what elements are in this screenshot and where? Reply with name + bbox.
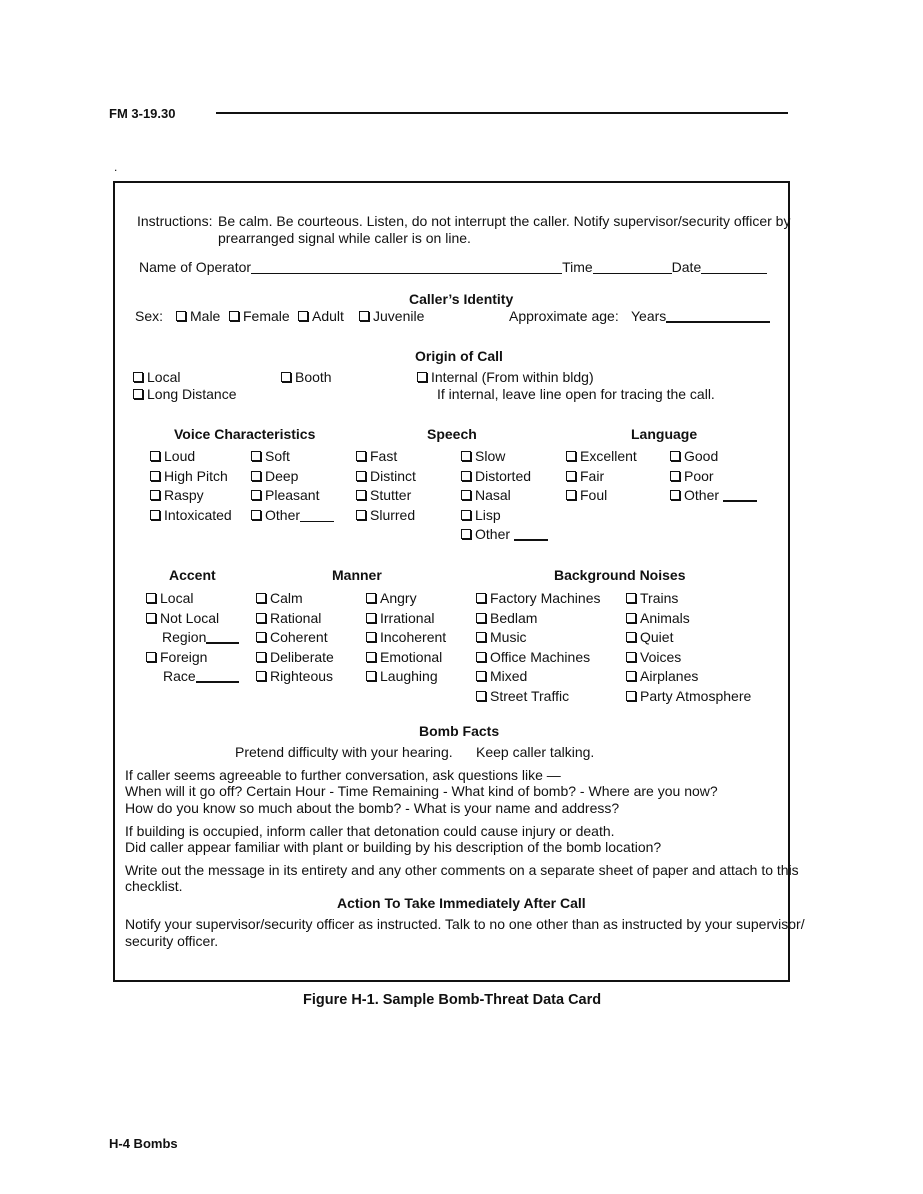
voice-title: Voice Characteristics <box>174 426 316 442</box>
language-other[interactable]: Other <box>670 487 757 503</box>
speech-lisp[interactable]: Lisp <box>461 507 501 523</box>
checkbox-icon[interactable] <box>366 632 376 642</box>
action-line1: Notify your supervisor/security officer as instructed. Talk to no one other than as instructed by your supervisor/ <box>125 916 805 932</box>
manner-righteous[interactable]: Righteous <box>256 668 333 684</box>
age-option-juvenile[interactable]: Juvenile <box>359 308 424 324</box>
accent-region-field[interactable] <box>206 630 239 644</box>
speech-other[interactable]: Other <box>461 526 548 542</box>
checkbox-icon[interactable] <box>566 451 576 461</box>
checkbox-icon[interactable] <box>626 671 636 681</box>
language-title: Language <box>631 426 698 442</box>
bomb-facts-p2-line1: If building is occupied, inform caller that detonation could cause injury or death. <box>125 823 615 839</box>
noise-party-atmosphere[interactable]: Party Atmosphere <box>626 688 751 704</box>
checkbox-icon[interactable] <box>256 593 266 603</box>
voice-other-field[interactable] <box>300 509 334 522</box>
manner-title: Manner <box>332 567 382 583</box>
speech-distinct[interactable]: Distinct <box>356 468 416 484</box>
noise-factory-machines[interactable]: Factory Machines <box>476 590 600 606</box>
checkbox-icon[interactable] <box>359 311 369 321</box>
voice-other[interactable]: Other <box>251 507 334 523</box>
checkbox-icon[interactable] <box>626 691 636 701</box>
language-good[interactable]: Good <box>670 448 718 464</box>
sex-option-female[interactable]: Female <box>229 308 290 324</box>
page-footer: H-4 Bombs <box>109 1136 178 1151</box>
checkbox-icon[interactable] <box>356 451 366 461</box>
checkbox-icon[interactable] <box>256 652 266 662</box>
checkbox-icon[interactable] <box>356 490 366 500</box>
checkbox-icon[interactable] <box>476 671 486 681</box>
accent-not-local[interactable]: Not Local <box>146 610 219 626</box>
checkbox-icon[interactable] <box>356 510 366 520</box>
language-fair[interactable]: Fair <box>566 468 604 484</box>
operator-time-label: Time <box>562 259 593 275</box>
speech-other-field[interactable] <box>514 527 548 541</box>
noise-voices[interactable]: Voices <box>626 649 681 665</box>
noise-street-traffic[interactable]: Street Traffic <box>476 688 569 704</box>
voice-intoxicated[interactable]: Intoxicated <box>150 507 232 523</box>
years-field[interactable] <box>666 309 770 323</box>
checkbox-icon[interactable] <box>461 471 471 481</box>
bomb-facts-p3-line1: Write out the message in its entirety and any other comments on a separate sheet of paper and attach to this <box>125 862 799 878</box>
checkbox-icon[interactable] <box>176 311 186 321</box>
origin-title: Origin of Call <box>415 348 503 364</box>
bomb-facts-p1-line1: If caller seems agreeable to further conversation, ask questions like — <box>125 767 561 783</box>
origin-internal[interactable]: Internal (From within bldg) <box>417 369 594 385</box>
bomb-facts-hearing: Pretend difficulty with your hearing. <box>235 744 453 760</box>
checkbox-icon[interactable] <box>670 490 680 500</box>
noise-animals[interactable]: Animals <box>626 610 690 626</box>
sex-option-male[interactable]: Male <box>176 308 220 324</box>
manner-emotional[interactable]: Emotional <box>366 649 442 665</box>
checkbox-icon[interactable] <box>229 311 239 321</box>
checkbox-icon[interactable] <box>626 632 636 642</box>
accent-foreign[interactable]: Foreign <box>146 649 207 665</box>
speech-slow[interactable]: Slow <box>461 448 505 464</box>
voice-loud[interactable]: Loud <box>150 448 195 464</box>
bomb-facts-p1-line3: How do you know so much about the bomb? - What is your name and address? <box>125 800 620 816</box>
checkbox-icon[interactable] <box>366 671 376 681</box>
language-foul[interactable]: Foul <box>566 487 607 503</box>
checkbox-icon[interactable] <box>150 490 160 500</box>
checkbox-icon[interactable] <box>150 451 160 461</box>
voice-high-pitch[interactable]: High Pitch <box>150 468 228 484</box>
checkbox-icon[interactable] <box>476 613 486 623</box>
origin-local[interactable]: Local <box>133 369 180 385</box>
manner-laughing[interactable]: Laughing <box>366 668 438 684</box>
checkbox-icon[interactable] <box>146 613 156 623</box>
accent-race: Race <box>163 668 239 684</box>
checkbox-icon[interactable] <box>461 451 471 461</box>
approximate-age-label: Approximate age: <box>509 308 619 324</box>
language-excellent[interactable]: Excellent <box>566 448 637 464</box>
action-title: Action To Take Immediately After Call <box>337 895 586 911</box>
accent-local[interactable]: Local <box>146 590 193 606</box>
noise-trains[interactable]: Trains <box>626 590 678 606</box>
checkbox-icon[interactable] <box>366 593 376 603</box>
noise-office-machines[interactable]: Office Machines <box>476 649 590 665</box>
bomb-facts-title: Bomb Facts <box>419 723 500 739</box>
checkbox-icon[interactable] <box>626 613 636 623</box>
checkbox-icon[interactable] <box>281 372 291 382</box>
checkbox-icon[interactable] <box>566 471 576 481</box>
background-title: Background Noises <box>554 567 686 583</box>
language-poor[interactable]: Poor <box>670 468 714 484</box>
checkbox-icon[interactable] <box>133 389 143 399</box>
age-option-adult[interactable]: Adult <box>298 308 344 324</box>
checkbox-icon[interactable] <box>251 471 261 481</box>
bomb-facts-p3-line2: checklist. <box>125 878 183 894</box>
checkbox-icon[interactable] <box>461 510 471 520</box>
stray-dot: . <box>114 160 118 174</box>
manner-deliberate[interactable]: Deliberate <box>256 649 334 665</box>
checkbox-icon[interactable] <box>133 372 143 382</box>
origin-internal-note: If internal, leave line open for tracing the call. <box>437 386 715 402</box>
speech-stutter[interactable]: Stutter <box>356 487 411 503</box>
speech-nasal[interactable]: Nasal <box>461 487 511 503</box>
noise-bedlam[interactable]: Bedlam <box>476 610 537 626</box>
noise-mixed[interactable]: Mixed <box>476 668 527 684</box>
operator-time-field[interactable] <box>593 261 672 274</box>
action-line2: security officer. <box>125 933 219 949</box>
operator-name-field[interactable] <box>251 261 562 274</box>
checkbox-icon[interactable] <box>146 593 156 603</box>
checkbox-icon[interactable] <box>566 490 576 500</box>
manner-rational[interactable]: Rational <box>256 610 321 626</box>
voice-raspy[interactable]: Raspy <box>150 487 204 503</box>
checkbox-icon[interactable] <box>461 529 471 539</box>
speech-distorted[interactable]: Distorted <box>461 468 531 484</box>
operator-date-label: Date <box>671 259 702 275</box>
checkbox-icon[interactable] <box>670 471 680 481</box>
manner-incoherent[interactable]: Incoherent <box>366 629 446 645</box>
voice-soft[interactable]: Soft <box>251 448 290 464</box>
origin-booth[interactable]: Booth <box>281 369 332 385</box>
bomb-facts-p1-line2: When will it go off? Certain Hour - Time Remaining - What kind of bomb? - Where are you now? <box>125 783 718 799</box>
voice-deep[interactable]: Deep <box>251 468 298 484</box>
manner-coherent[interactable]: Coherent <box>256 629 328 645</box>
checkbox-icon[interactable] <box>251 510 261 520</box>
noise-music[interactable]: Music <box>476 629 527 645</box>
noise-airplanes[interactable]: Airplanes <box>626 668 698 684</box>
speech-fast[interactable]: Fast <box>356 448 397 464</box>
language-other-field[interactable] <box>723 488 757 502</box>
operator-row <box>139 259 767 275</box>
instructions-line1: Be calm. Be courteous. Listen, do not interrupt the caller. Notify supervisor/security officer by <box>218 213 791 229</box>
checkbox-icon[interactable] <box>417 372 427 382</box>
checkbox-icon[interactable] <box>670 451 680 461</box>
accent-race-field[interactable] <box>196 669 239 683</box>
origin-long-distance[interactable]: Long Distance <box>133 386 237 402</box>
checkbox-icon[interactable] <box>150 510 160 520</box>
voice-pleasant[interactable]: Pleasant <box>251 487 319 503</box>
checkbox-icon[interactable] <box>256 671 266 681</box>
checkbox-icon[interactable] <box>251 451 261 461</box>
operator-date-field[interactable] <box>701 261 767 274</box>
checkbox-icon[interactable] <box>256 613 266 623</box>
checkbox-icon[interactable] <box>298 311 308 321</box>
checkbox-icon[interactable] <box>476 691 486 701</box>
bomb-threat-card <box>113 181 805 982</box>
checkbox-icon[interactable] <box>626 593 636 603</box>
checkbox-icon[interactable] <box>366 613 376 623</box>
speech-title: Speech <box>427 426 477 442</box>
bomb-facts-p2-line2: Did caller appear familiar with plant or building by his description of the bomb location? <box>125 839 662 855</box>
checkbox-icon[interactable] <box>251 490 261 500</box>
page-header: FM 3-19.30 <box>109 106 176 121</box>
checkbox-icon[interactable] <box>146 652 156 662</box>
manner-angry[interactable]: Angry <box>366 590 417 606</box>
accent-title: Accent <box>169 567 216 583</box>
checkbox-icon[interactable] <box>461 490 471 500</box>
speech-slurred[interactable]: Slurred <box>356 507 415 523</box>
checkbox-icon[interactable] <box>366 652 376 662</box>
checkbox-icon[interactable] <box>356 471 366 481</box>
sex-label: Sex: <box>135 308 164 324</box>
checkbox-icon[interactable] <box>256 632 266 642</box>
accent-region: Region <box>162 629 239 645</box>
callers-identity-title: Caller’s Identity <box>409 291 514 307</box>
checkbox-icon[interactable] <box>150 471 160 481</box>
bomb-facts-keep-talking: Keep caller talking. <box>476 744 595 760</box>
checkbox-icon[interactable] <box>476 652 486 662</box>
instructions-label: Instructions: <box>137 213 213 229</box>
figure-caption: Figure H-1. Sample Bomb-Threat Data Card <box>303 992 602 1008</box>
checkbox-icon[interactable] <box>626 652 636 662</box>
checkbox-icon[interactable] <box>476 632 486 642</box>
operator-name-label: Name of Operator <box>139 259 252 275</box>
manner-calm[interactable]: Calm <box>256 590 303 606</box>
checkbox-icon[interactable] <box>476 593 486 603</box>
instructions-line2: prearranged signal while caller is on line. <box>218 230 471 246</box>
years-row: Years <box>631 308 770 324</box>
noise-quiet[interactable]: Quiet <box>626 629 673 645</box>
manner-irrational[interactable]: Irrational <box>366 610 434 626</box>
header-rule <box>216 112 788 114</box>
